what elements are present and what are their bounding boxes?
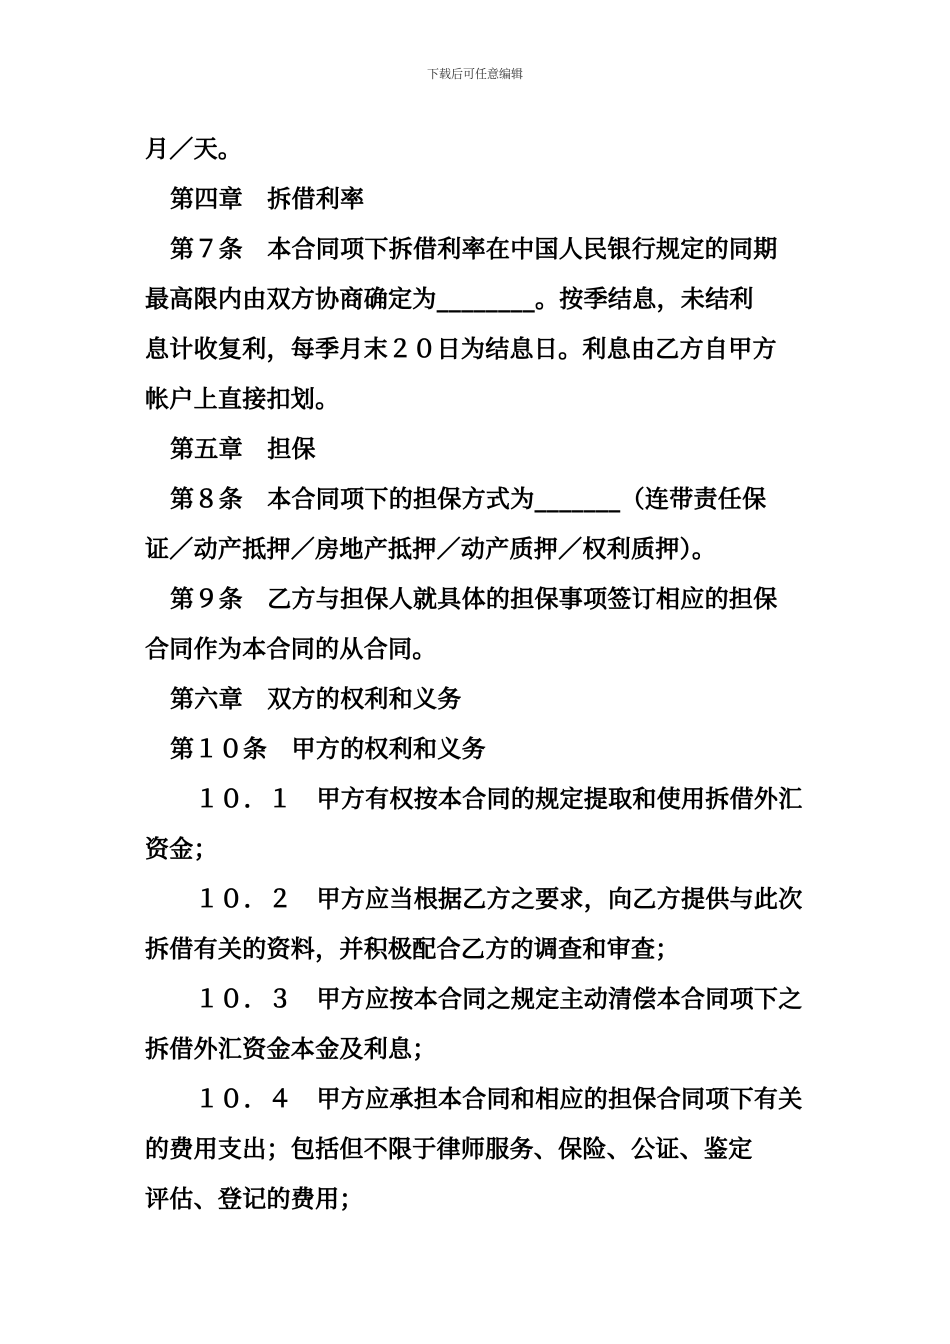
text-line: 息计收复利，每季月末２０日为结息日。利息由乙方自甲方 [145,334,777,363]
text-line: 评估、登记的费用； [145,1184,364,1213]
text-line: 拆借有关的资料，并积极配合乙方的调查和审查； [145,934,680,963]
text-line: 拆借外汇资金本金及利息； [145,1034,437,1063]
clause-10-1: １０．１ 甲方有权按本合同的规定提取和使用拆借外汇 [195,784,803,813]
article-10: 第１０条 甲方的权利和义务 [170,734,486,763]
text-line: 月／天。 [145,134,243,163]
clause-10-2: １０．２ 甲方应当根据乙方之要求，向乙方提供与此次 [195,884,803,913]
chapter-heading-5: 第五章 担保 [170,434,316,463]
article-9: 第９条 乙方与担保人就具体的担保事项签订相应的担保 [170,584,778,613]
page-header: 下载后可任意编辑 [426,67,523,81]
chapter-heading-6: 第六章 双方的权利和义务 [170,684,462,713]
article-8: 第８条 本合同项下的担保方式为_______（连带责任保 [170,484,767,513]
text-line: 的费用支出；包括但不限于律师服务、保险、公证、鉴定 [145,1134,753,1163]
article-7: 第７条 本合同项下拆借利率在中国人民银行规定的同期 [170,234,778,263]
clause-10-4: １０．４ 甲方应承担本合同和相应的担保合同项下有关 [195,1084,803,1113]
document-body [145,124,810,1224]
text-line: 资金； [145,834,218,863]
chapter-heading-4: 第四章 拆借利率 [170,184,365,213]
clause-10-3: １０．３ 甲方应按本合同之规定主动清偿本合同项下之 [195,984,803,1013]
text-line: 最高限内由双方协商确定为________。按季结息，未结利 [145,284,754,313]
text-line: 证／动产抵押／房地产抵押／动产质押／权利质押）。 [145,534,717,563]
text-line: 帐户上直接扣划。 [145,384,340,413]
text-line: 合同作为本合同的从合同。 [145,634,437,663]
